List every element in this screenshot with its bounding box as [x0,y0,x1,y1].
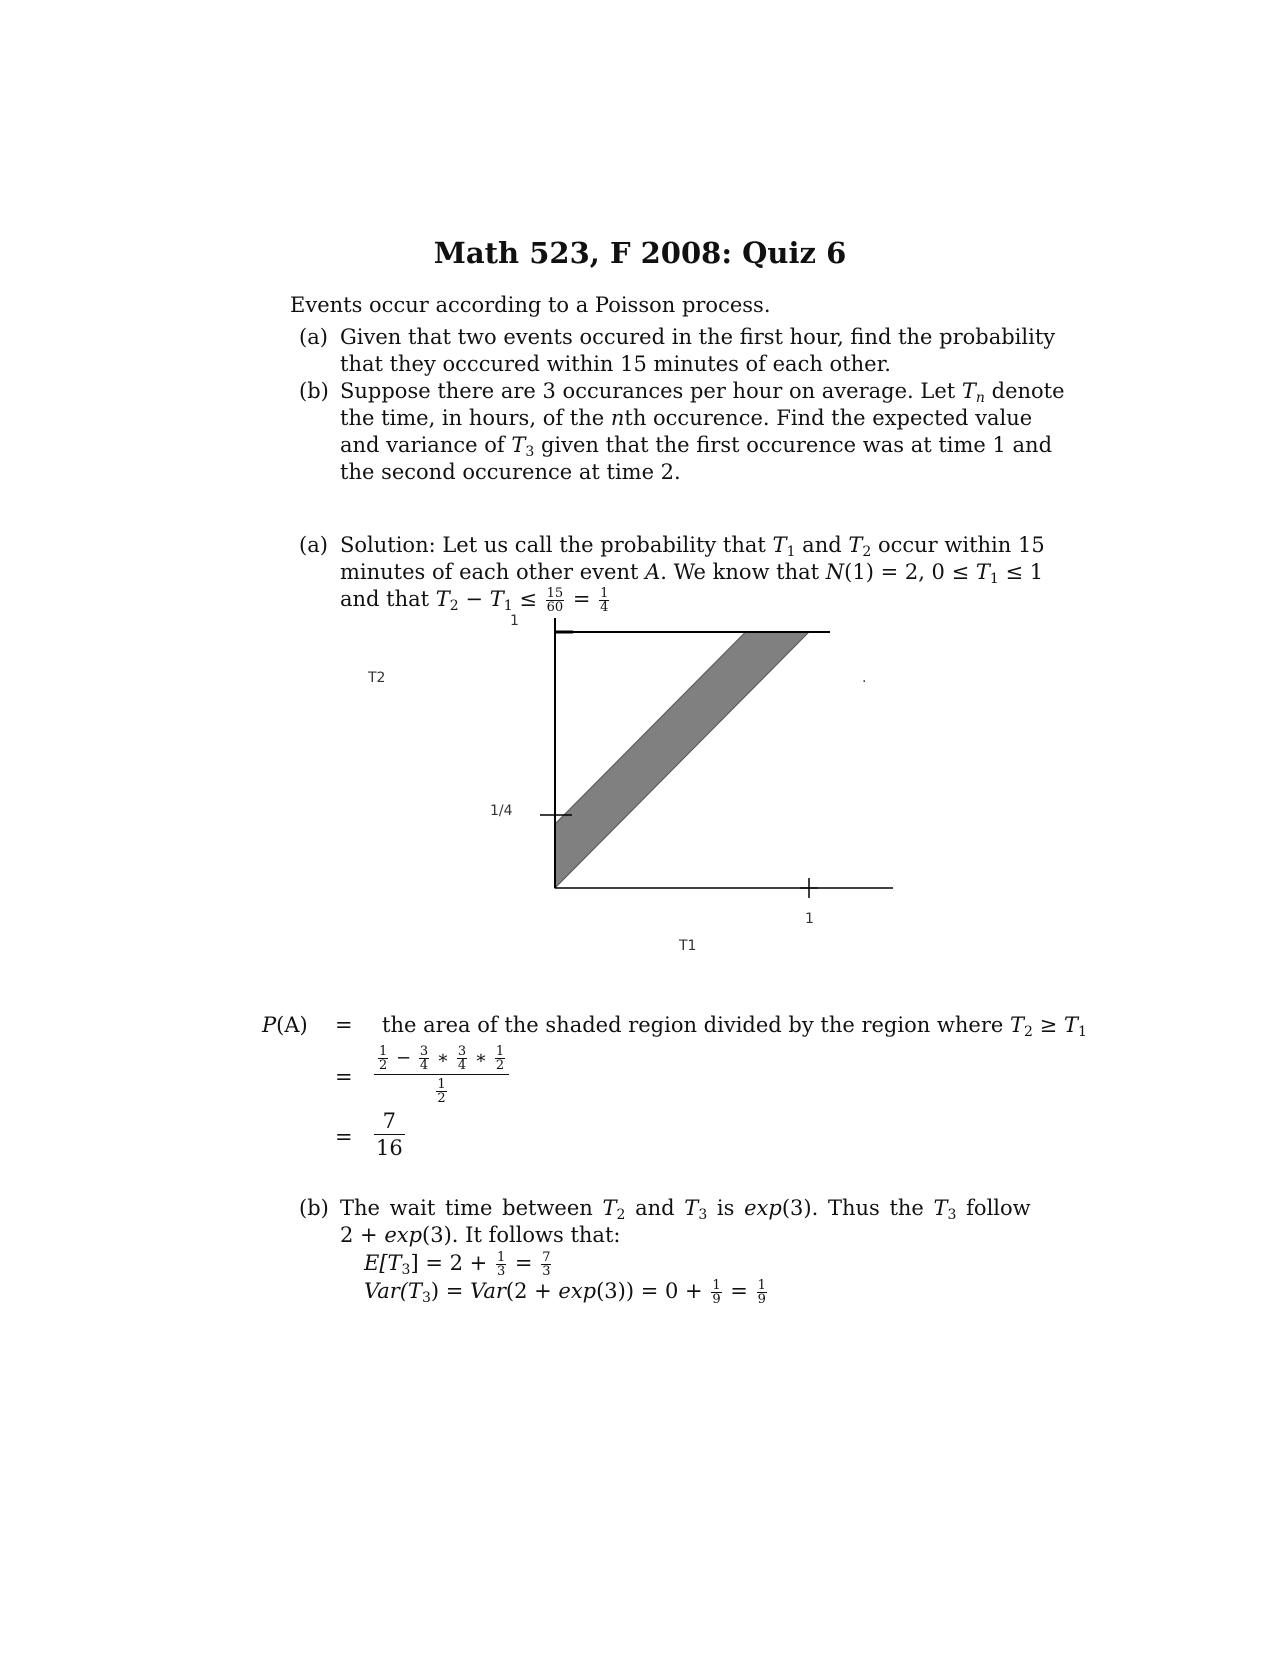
axis-label-t1: T1 [679,938,697,954]
y-label-quarter: 1/4 [490,803,513,819]
pa-eq-2: = [335,1065,353,1089]
pa-result-fraction: $\frac{7}{16}$ [376,1109,403,1160]
question-a-line2: that they occcured within 15 minutes of each other. [340,352,891,376]
question-b-line1: Suppose there are 3 occurances per hour on average. Let $T_n$ denote [340,379,1065,406]
fraction-1-4: $\frac{1}{4}$ [600,586,609,615]
solution-a-label: (a) [299,533,328,557]
question-b-label: (b) [299,379,329,403]
axis-label-t2: T2 [368,670,386,686]
fraction-15-60: $\frac{15}{60}$ [546,586,564,615]
pa-row1: the area of the shaded region divided by the region where $T_2 \ge T_1$ [382,1013,1087,1040]
solution-a-line2: minutes of each other event A. We know that N(1) = 2, $0 \le T_1 \le 1$ [340,560,1044,587]
question-a-line1: Given that two events occured in the first hour, find the probability [340,325,1056,349]
question-b-line4: the second occurence at time 2. [340,460,681,484]
y-label-one: 1 [510,613,519,629]
pa-eq-3: = [335,1125,353,1149]
pa-eq-1: = [335,1013,353,1037]
solution-b-label: (b) [299,1196,329,1220]
solution-a-line1: Solution: Let us call the probability that $T_1$ and $T_2$ occur within 15 [340,533,1045,560]
question-b-line3: and variance of $T_3$ given that the first occurence was at time 1 and [340,433,1053,460]
question-b-line2: the time, in hours, of the nth occurence. Find the expected value [340,406,1033,430]
shaded-region [555,632,809,888]
expected-value-line: $E[T_3] = 2$ + $\frac{1}{3}$ = $\frac{7}{3}$ [364,1250,551,1279]
stray-dot: . [862,670,867,686]
variance-line: $Var(T_3) = Var(2 + \exp(3)) = 0$ + $\frac{1}{9}$ = $\frac{1}{9}$ [364,1278,766,1307]
solution-b-line1: The wait time between $T_2$ and $T_3$ is exp(3). Thus the $T_3$ follow [340,1196,1031,1223]
page-title: Math 523, F 2008: Quiz 6 [433,236,847,270]
question-a-label: (a) [299,325,328,349]
pa-row2-fraction: $\frac{1}{2}$ − $\frac{3}{4}$ ∗ $\frac{3}{4}$ ∗ $\frac{1}{2}$ $\frac{1}{2}$ [374,1045,509,1105]
solution-a-line3: and that $T_2 - T_1$ ≤ $\frac{15}{60}$ = $\frac{1}{4}$ [340,586,609,615]
pa-lhs: P(A) [262,1013,308,1037]
solution-b-line2: 2 + exp(3). It follows that: [340,1223,621,1247]
x-label-one: 1 [805,911,814,927]
intro-text: Events occur according to a Poisson process. [290,293,771,317]
